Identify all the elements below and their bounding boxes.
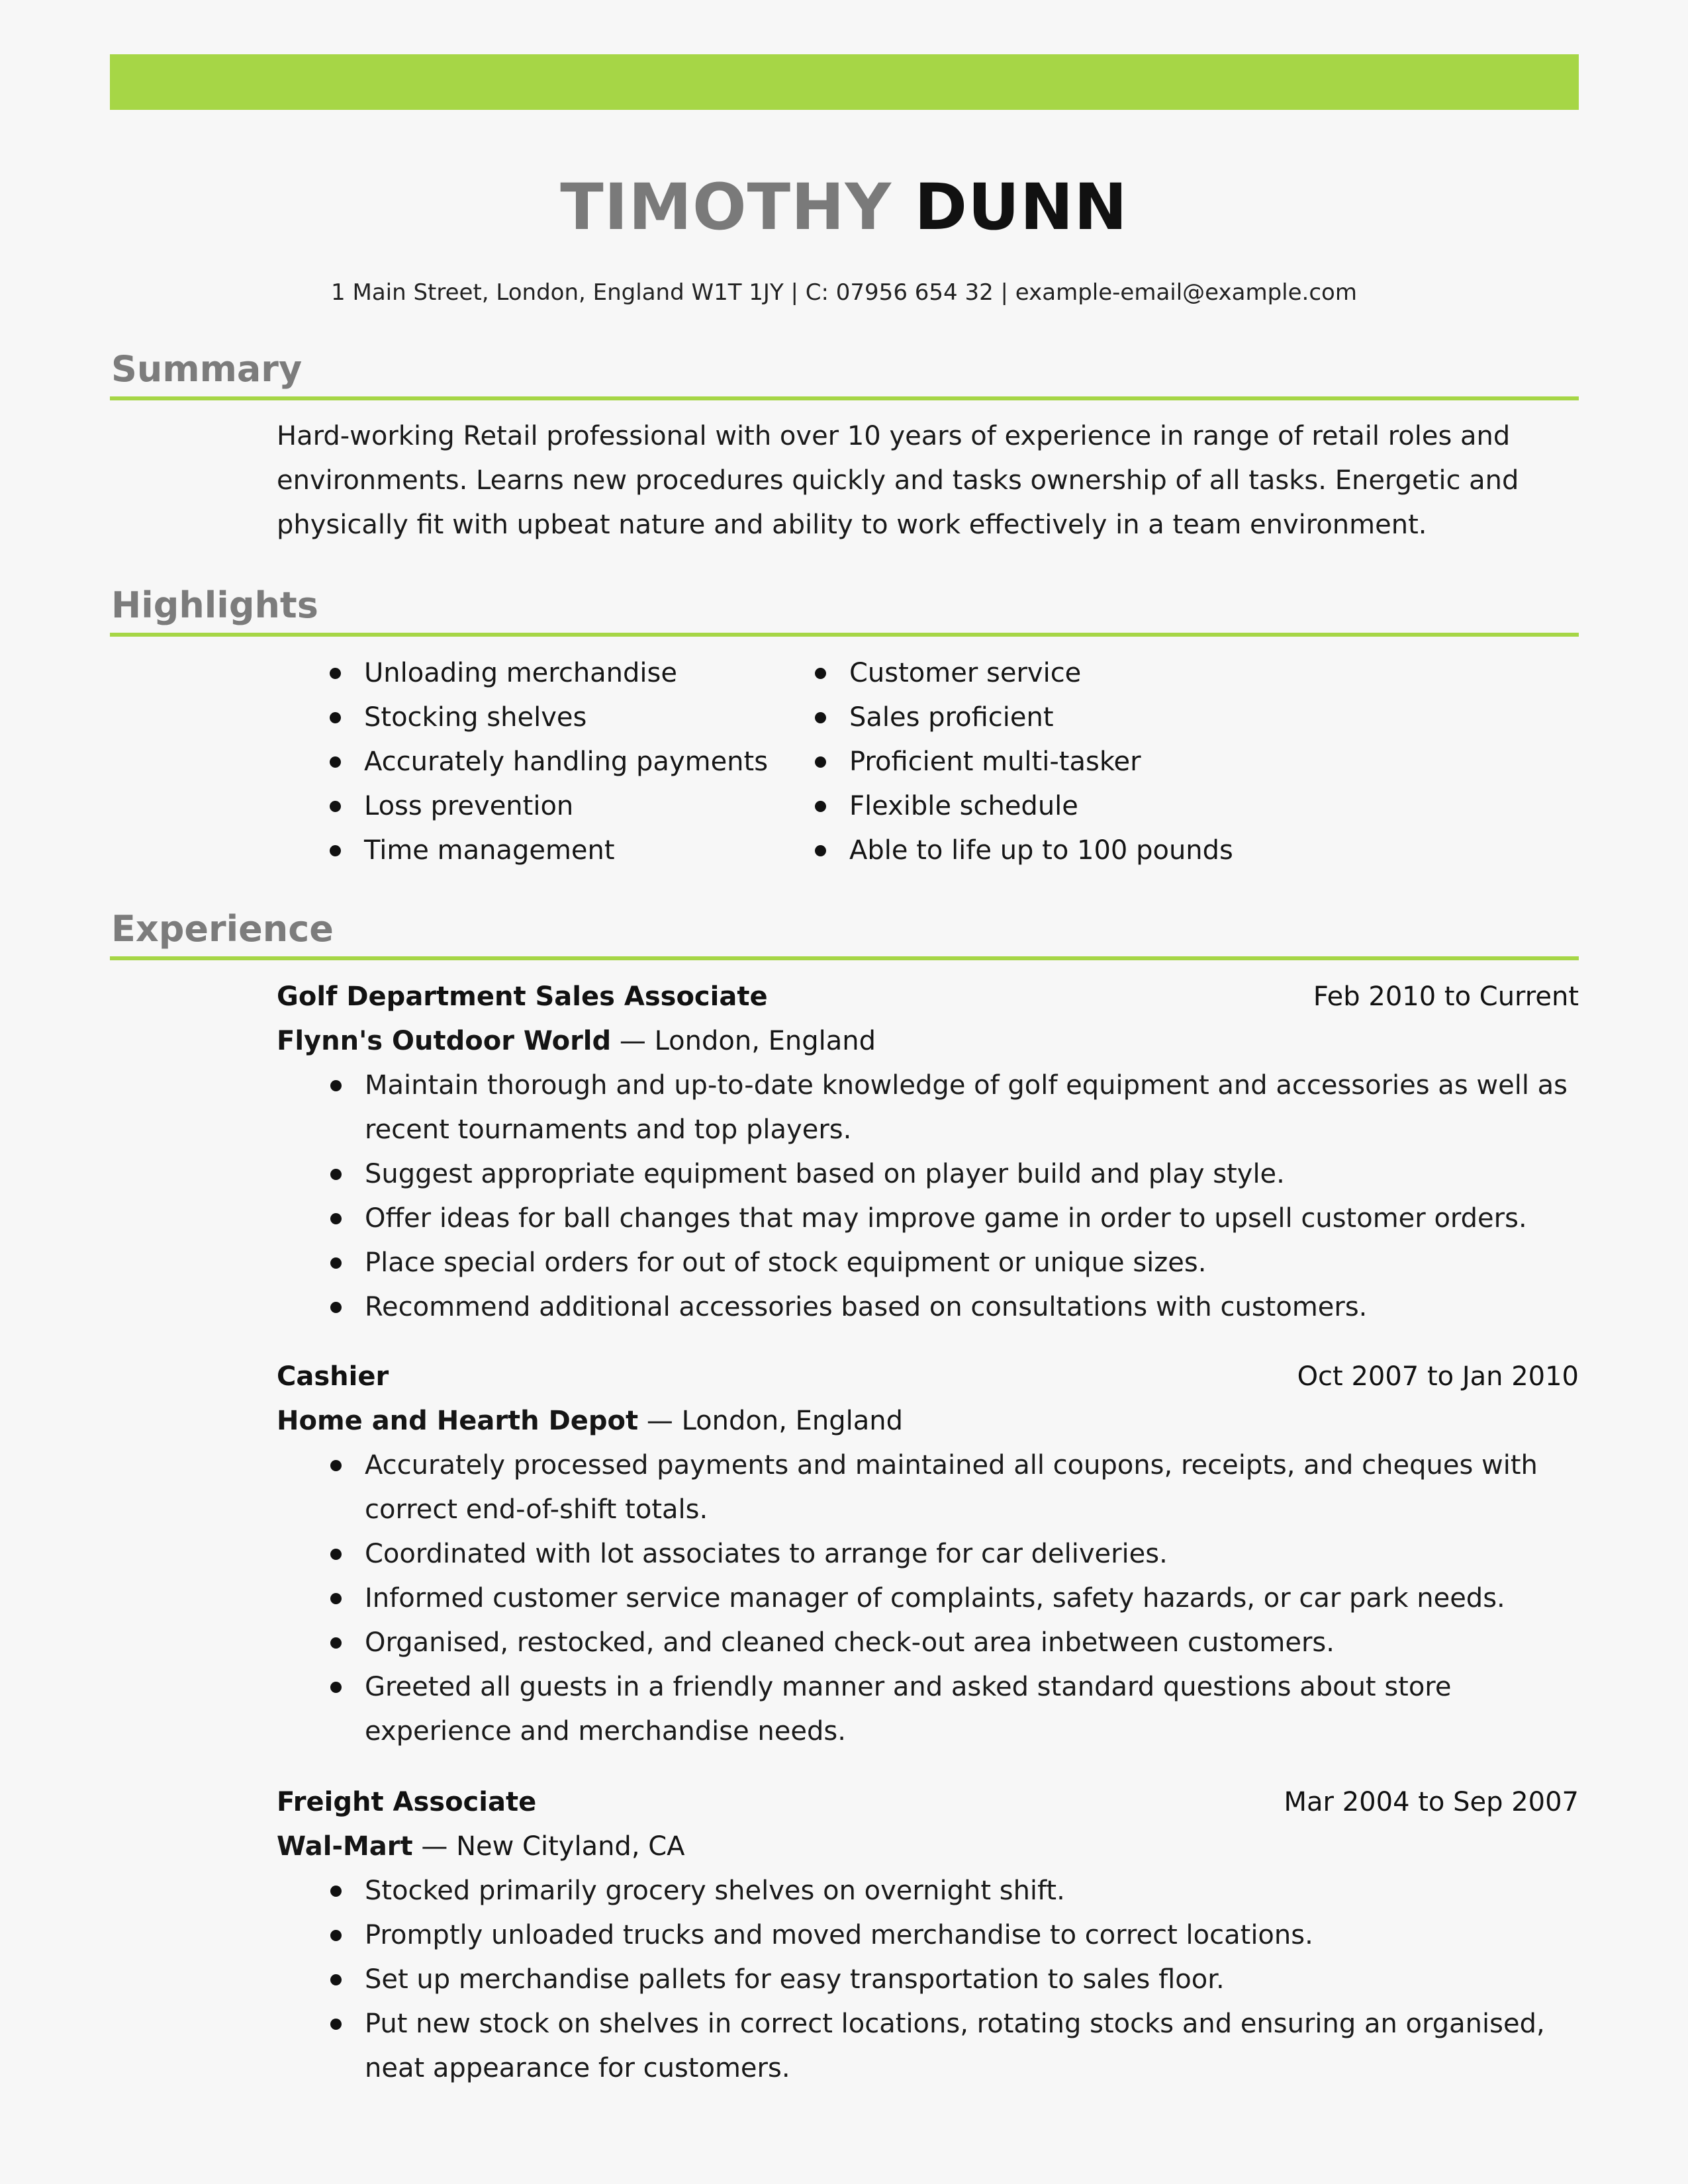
- duty-item: Put new stock on shelves in correct locations, rotating stocks and ensuring an organised, neat appearance for customers.: [365, 2002, 1579, 2091]
- job-dates: Mar 2004 to Sep 2007: [1284, 1787, 1579, 1817]
- highlights-heading: Highlights: [111, 584, 318, 626]
- company-name: Wal-Mart: [277, 1831, 413, 1862]
- job-employer: [277, 1399, 1579, 1443]
- summary-text: Hard-working Retail professional with over 10 years of experience in range of retail roles and environments. Learns new procedures quickly and tasks ownership of all tasks. Energetic and physically fit with upbeat nature and ability to work effectively in a team environment.: [277, 421, 1519, 540]
- separator: —: [412, 1831, 457, 1862]
- job-header: [277, 1355, 1579, 1399]
- highlight-item: Stocking shelves: [364, 696, 827, 740]
- duty-item: Maintain thorough and up-to-date knowledge of golf equipment and accessories as well as recent tournaments and top players.: [365, 1064, 1579, 1152]
- highlight-item: Proficient multi-tasker: [849, 740, 1445, 784]
- separator: —: [611, 1026, 655, 1056]
- job-duties: [277, 1443, 1579, 1754]
- duty-item: Greeted all guests in a friendly manner and asked standard questions about store experience and merchandise needs.: [365, 1665, 1579, 1754]
- duty-item: Place special orders for out of stock equipment or unique sizes.: [365, 1241, 1579, 1285]
- job-dates: Oct 2007 to Jan 2010: [1297, 1361, 1579, 1392]
- job-employer: [277, 1825, 1579, 1869]
- highlight-item: Unloading merchandise: [364, 651, 827, 696]
- summary-heading: Summary: [111, 348, 303, 390]
- duty-item: Suggest appropriate equipment based on player build and play style.: [365, 1152, 1579, 1197]
- job-location: London, England: [654, 1026, 876, 1056]
- job-duties: [277, 1064, 1579, 1330]
- job-header: [277, 975, 1579, 1019]
- duty-item: Coordinated with lot associates to arrange for car deliveries.: [365, 1532, 1579, 1576]
- highlight-item: Accurately handling payments: [364, 740, 827, 784]
- highlight-item: Flexible schedule: [849, 784, 1445, 829]
- job-entry: [277, 1355, 1579, 1754]
- company-name: Flynn's Outdoor World: [277, 1026, 612, 1056]
- candidate-name: [0, 164, 1688, 250]
- job-header: [277, 1780, 1579, 1825]
- summary-rule: [110, 396, 1579, 400]
- job-employer: [277, 1019, 1579, 1064]
- highlight-item: Able to life up to 100 pounds: [849, 829, 1445, 873]
- highlights-rule: [110, 633, 1579, 637]
- job-dates: Feb 2010 to Current: [1313, 981, 1579, 1012]
- highlight-item: Customer service: [849, 651, 1445, 696]
- job-location: London, England: [681, 1406, 904, 1436]
- duty-item: Promptly unloaded trucks and moved merchandise to correct locations.: [365, 1913, 1579, 1958]
- last-name: DUNN: [914, 170, 1128, 244]
- duty-item: Set up merchandise pallets for easy transportation to sales floor.: [365, 1958, 1579, 2002]
- duty-item: Organised, restocked, and cleaned check-out area inbetween customers.: [365, 1621, 1579, 1665]
- separator: —: [638, 1406, 682, 1436]
- job-title: Cashier: [277, 1361, 389, 1392]
- job-location: New Cityland, CA: [456, 1831, 685, 1862]
- job-entry: [277, 1780, 1579, 2091]
- duty-item: Offer ideas for ball changes that may improve game in order to upsell customer orders.: [365, 1197, 1579, 1241]
- experience-heading: Experience: [111, 908, 334, 950]
- first-name: TIMOTHY: [560, 170, 892, 244]
- highlight-item: Sales proficient: [849, 696, 1445, 740]
- contact-line: 1 Main Street, London, England W1T 1JY | C: 07956 654 32 | example-email@example.com: [331, 279, 1357, 306]
- highlight-item: Loss prevention: [364, 784, 827, 829]
- duty-item: Recommend additional accessories based on consultations with customers.: [365, 1285, 1579, 1330]
- highlights-right-list: [849, 651, 1445, 873]
- job-entry: [277, 975, 1579, 1330]
- duty-item: Informed customer service manager of complaints, safety hazards, or car park needs.: [365, 1576, 1579, 1621]
- experience-rule: [110, 956, 1579, 960]
- company-name: Home and Hearth Depot: [277, 1406, 639, 1436]
- header-accent-bar: [110, 54, 1579, 110]
- duty-item: Accurately processed payments and maintained all coupons, receipts, and cheques with correct end-of-shift totals.: [365, 1443, 1579, 1532]
- duty-item: Stocked primarily grocery shelves on overnight shift.: [365, 1869, 1579, 1913]
- highlight-item: Time management: [364, 829, 827, 873]
- highlights-left-list: [364, 651, 827, 873]
- job-title: Freight Associate: [277, 1787, 537, 1817]
- job-duties: [277, 1869, 1579, 2091]
- job-title: Golf Department Sales Associate: [277, 981, 768, 1012]
